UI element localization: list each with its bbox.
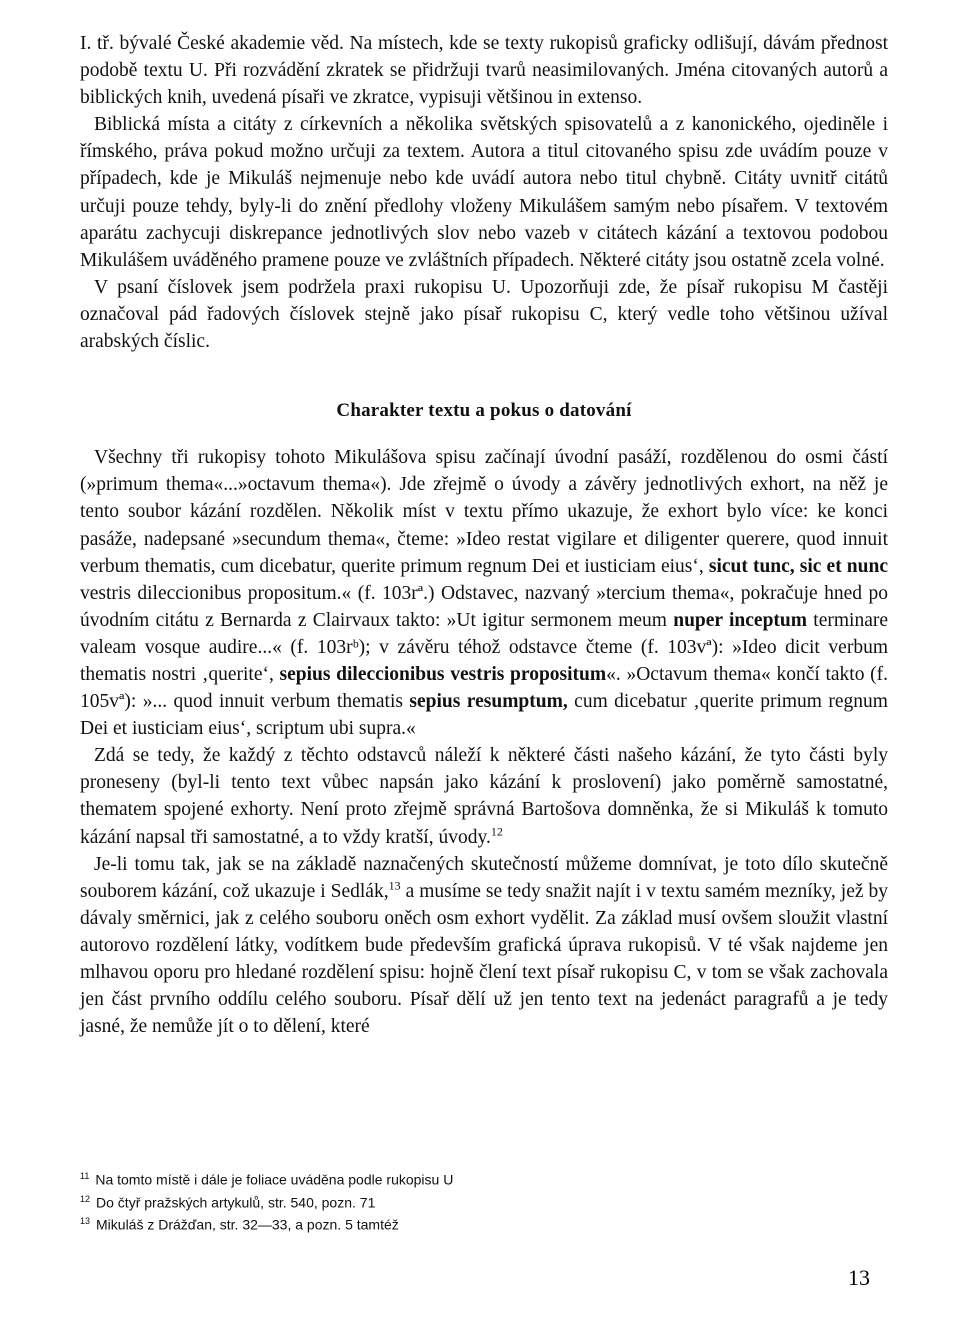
text-run: cum dicebatur ‚querite primum regnum Dei et iusticiam eius‘, scriptum ubi supra.« [80,691,888,740]
footnote [80,1167,888,1190]
footnote-number: 13 [80,1216,91,1227]
text-run: Je-li tomu tak, jak se na základě naznačených skutečností můžeme domnívat, je toto dílo skutečně souborem kázání, což ukazuje i Sedlák, [80,853,888,902]
text-run: a musíme se tedy snažit najít i v textu samém mezníky, jež by dávaly směrnici, jak z celého souboru oněch osm exhort vydělit. Za základ musí ovšem sloužit vlastní autorovo rozdělení látky, vodítkem bude především grafická úprava rukopisů. V té však najdeme jen mlhavou oporu pro hledané rozdělení spisu: hojně člení text písař rukopisu C, v tom se však zachovala jen část prvního oddílu celého souboru. Písař dělí už jen tento text na jedenáct paragrafů a je tedy jasné, že nemůže jít o to dělení, které [80,880,888,1038]
paragraph [80,851,888,1041]
text-run: «. »Octavum thema« končí takto (f. 105vª): »... quod innuit verbum thematis [80,663,888,713]
paragraph [80,444,888,742]
paragraph: I. tř. bývalé České akademie věd. Na místech, kde se texty rukopisů graficky odlišují, dávám přednost podobě textu U. Při rozvádění zkratek se přidržuji tvarů neasimilovaných. Jména citovaných autorů a biblických knih, uvedená písaři ve zkratce, vypisuji většinou in extenso. [80,33,888,109]
paragraph: V psaní číslovek jsem podržela praxi rukopisu U. Upozorňuji zde, že písař rukopisu M častěji označoval pád řadových číslovek stejně jako písař rukopisu C, který vedle toho většinou užíval arabských číslic. [80,276,888,353]
footnote-ref: 12 [490,824,503,839]
footnotes [80,1167,888,1235]
footnote-number: 11 [80,1171,90,1181]
footnote-text: Mikuláš z Drážďan, str. 32—33, a pozn. 5 tamtéž [96,1216,399,1233]
text-run: Zdá se tedy, že každý z těchto odstavců náleží k některé části našeho kázání, že tyto části byly proneseny (byl-li tento text vůbec napsán jako kázání k proslovení) jako poměrně samostatné, thematem spojené exhorty. Není proto zřejmě správná Bartošova domněnka, že si Mikuláš k tomuto kázání napsal tři samostatné, a to vždy kratší, úvody. [80,745,888,848]
page-number: 13 [848,1265,870,1290]
bold-run: sicut tunc, sic et nunc [708,555,889,577]
bold-run: sepius dileccionibus vestris propositum [279,663,607,685]
footnote-ref: 13 [388,878,401,893]
paragraph [80,742,888,850]
footnote-number: 12 [80,1193,91,1204]
text-run: Všechny tři rukopisy tohoto Mikulášova spisu začínají úvodní pasáží, rozdělenou do osmi částí (»primum thema«...»octavum thema«). Jde zřejmě o úvody a závěry jednotlivých exhort, na něž je tento soubor kázání rozdělen. Několik míst v textu přímo ukazuje, že exhort bylo více: ke konci pasáže, nadepsané »secundum thema«, čteme: »Ideo restat vigilare et diligenter querere, quod innuit verbum thematis, cum dicebatur, querite primum regnum Dei et iusticiam eius‘, [80,447,888,577]
paragraph: Biblická místa a citáty z církevních a několika světských spisovatelů a z kanonického, ojediněle i římského, práva pokud možno určuji za textem. Autora a titul citovaného spisu zde uvádím pouze v případech, kde je Mikuláš nejmenuje nebo kde uvádí autora nebo titul chybně. Citáty uvnitř citátů určuji pouze tehdy, byly-li do znění předlohy vloženy Mikulášem samým nebo písařem. V textovém aparátu zachycuji diskrepance jednotlivých slov nebo vazeb v citátech kázání a textovou podobou Mikulášem uváděného pramene pouze ve zvláštních případech. Některé citáty jsou ostatně zcela volné. [80,114,888,271]
section-heading: Charakter textu a pokus o datování [336,400,632,422]
text-run: terminare valeam vosque audire...« (f. 103rᵇ); v závěru téhož odstavce čteme (f. 103vª): »Ideo dicit verbum thematis nostri ‚querite‘, [80,609,888,685]
main-text [80,30,888,1040]
text-run: vestris dileccionibus propositum.« (f. 103rª.) Odstavec, nazvaný »tercium thema«, pokračuje hned po úvodním citátu z Bernarda z Clairvaux takto: »Ut igitur sermonem meum [80,582,888,631]
footnote-text: Do čtyř pražských artykulů, str. 540, pozn. 71 [96,1194,376,1211]
footnote [80,1212,888,1235]
footnote-text: Na tomto místě i dále je foliace uváděna podle rukopisu U [95,1171,454,1188]
bold-run: sepius resumptum, [409,691,568,713]
bold-run: nuper inceptum [673,609,808,631]
footnote [80,1190,888,1213]
